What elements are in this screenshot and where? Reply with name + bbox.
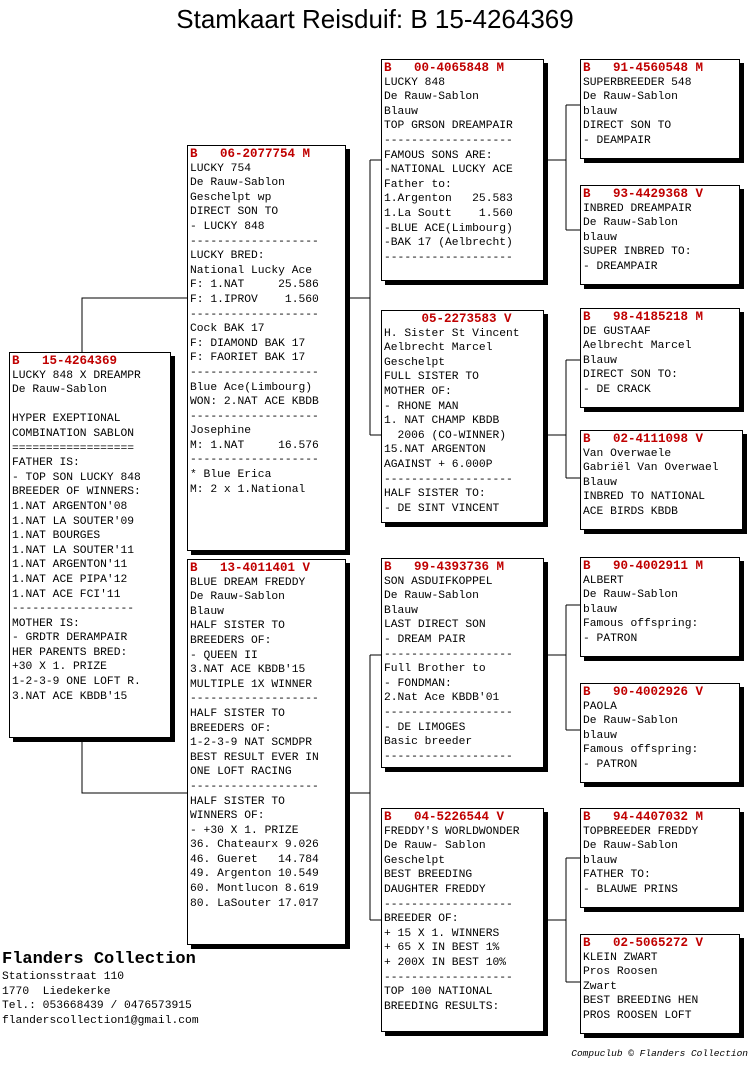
ring-number: B 15-4264369 [12,354,118,368]
card-line: HYPER EXEPTIONAL [12,413,121,426]
card-line: - DE CRACK [583,383,651,396]
card-line: Blauw [583,354,617,367]
card-line: H. Sister St Vincent [384,327,520,340]
card-line: ------------------- [384,898,513,911]
card-line: Aelbrecht Marcel [583,340,692,353]
card-line: 1.Argenton 25.583 [384,193,513,206]
ring-number: B 02-5065272 V [583,936,704,950]
card-line: TOP GRSON DREAMPAIR [384,120,513,133]
card-line: COMBINATION SABLON [12,427,135,440]
card-line: ALBERT [583,574,624,587]
card-line: De Rauw-Sablon [12,384,107,397]
card-line: BEST BREEDING [384,869,473,882]
card-line: 36. Chateaurx 9.026 [190,839,319,852]
card-line: Zwart [583,980,617,993]
card-line: De Rauw-Sablon [583,589,678,602]
card-line: - DE SINT VINCENT [384,502,500,515]
card-line: ------------------- [384,251,513,264]
card-line: Famous offspring: [583,618,699,631]
card-line: De Rauw-Sablon [384,91,479,104]
card-line [12,398,168,413]
card-line: blauw [583,603,617,616]
ring-number: 05-2273583 V [384,312,512,326]
card-line: - GRDTR DERAMPAIR [12,632,128,645]
card-line: HALF SISTER TO [190,707,285,720]
card-line: -BAK 17 (Aelbrecht) [384,237,513,250]
card-line: LUCKY 848 [384,76,446,89]
card-line: F: FAORIET BAK 17 [190,352,306,365]
pigeon-card-dam-sire-dam [580,683,740,783]
card-line: TOPBREEDER FREDDY [583,825,699,838]
card-line: - FONDMAN: [384,677,452,690]
card-line: BEST RESULT EVER IN [190,751,319,764]
card-line: MOTHER IS: [12,617,80,630]
card-line: 49. Argenton 10.549 [190,868,319,881]
ring-number: B 90-4002911 M [583,559,704,573]
card-line: 1-2-3-9 NAT SCMDPR [190,737,313,750]
card-line: BREEDER OF WINNERS: [12,486,141,499]
card-line: DIRECT SON TO [583,120,672,133]
card-line: HALF SISTER TO: [384,488,486,501]
card-line: Blauw [384,604,418,617]
card-line: 2.Nat Ace KBDB'01 [384,692,500,705]
card-line: + 200X IN BEST 10% [384,956,507,969]
card-line: DIRECT SON TO: [583,369,678,382]
ring-number: B 06-2077754 M [190,147,311,161]
ring-number: B 90-4002926 V [583,685,704,699]
card-line: BREEDER OF: [384,913,459,926]
card-line: -BLUE ACE(Limbourg) [384,222,513,235]
pigeon-card-sire [187,145,346,551]
card-line: - QUEEN II [190,649,258,662]
brand-email: flanderscollection1@gmail.com [2,1014,199,1027]
card-line: ------------------- [190,780,319,793]
card-line: SON ASDUIFKOPPEL [384,575,493,588]
card-line: TOP 100 NATIONAL [384,986,493,999]
card-line: LAST DIRECT SON [384,619,486,632]
card-line: Aelbrecht Marcel [384,342,493,355]
card-line: BLUE DREAM FREDDY [190,576,306,589]
card-line: LUCKY BRED: [190,250,265,263]
card-line: Blue Ace(Limbourg) [190,381,313,394]
card-line: FAMOUS SONS ARE: [384,149,493,162]
card-line: - DEAMPAIR [583,134,651,147]
ring-number: B 04-5226544 V [384,810,505,824]
card-line: HALF SISTER TO [190,620,285,633]
card-line: - LUCKY 848 [190,220,265,233]
card-line: INBRED DREAMPAIR [583,202,692,215]
brand-address-street: Stationsstraat 110 [2,971,125,983]
card-line: ------------------- [190,410,319,423]
card-line: ------------------- [190,366,319,379]
card-line: Geschelpt wp [190,191,272,204]
card-line: Blauw [384,105,418,118]
card-line: De Rauw-Sablon [384,590,479,603]
card-line: - DE LIMOGES [384,721,466,734]
brand-name: Flanders Collection [2,950,196,969]
card-line: - DREAM PAIR [384,633,466,646]
card-line: blauw [583,231,617,244]
card-line: 1. NAT CHAMP KBDB [384,415,500,428]
card-line: blauw [583,854,617,867]
card-line: ------------------- [190,235,319,248]
card-line: MOTHER OF: [384,385,452,398]
card-line: * Blue Erica [190,469,272,482]
card-line: + 65 X IN BEST 1% [384,942,500,955]
pigeon-card-sire-sire [381,59,544,281]
card-line: blauw [583,105,617,118]
card-line: MULTIPLE 1X WINNER [190,678,313,691]
card-line: BREEDING RESULTS: [384,1000,500,1013]
card-line: ------------------- [190,308,319,321]
card-line: 60. Montlucon 8.619 [190,883,319,896]
ring-number: B 99-4393736 M [384,560,505,574]
card-line: 1.NAT ARGENTON'11 [12,559,128,572]
card-line: FATHER TO: [583,869,651,882]
pigeon-card-sire-dam-sire [580,308,740,408]
card-line: M: 1.NAT 16.576 [190,439,319,452]
ring-number: B 93-4429368 V [583,187,704,201]
card-line: + 15 X 1. WINNERS [384,927,500,940]
card-line: Full Brother to [384,663,486,676]
card-line: F: DIAMOND BAK 17 [190,337,306,350]
card-line: FATHER IS: [12,457,80,470]
pigeon-card-dam-dam-sire [580,808,740,908]
card-line: - RHONE MAN [384,400,459,413]
card-line: HER PARENTS BRED: [12,646,128,659]
card-line: WON: 2.NAT ACE KBDB [190,396,319,409]
card-line: ------------------- [190,693,319,706]
card-line: Blauw [583,476,617,489]
card-line: ------------------- [384,648,513,661]
card-line: Gabriël Van Overwael [583,462,719,475]
card-line: blauw [583,729,617,742]
card-line: De Rauw-Sablon [583,715,678,728]
card-line: ------------------- [190,454,319,467]
card-line: ------------------ [12,603,135,616]
card-line: Geschelpt [384,356,446,369]
pigeon-card-dam-sire-sire [580,557,740,657]
card-line: 1.NAT ACE FCI'11 [12,588,121,601]
card-line: LUCKY 754 [190,162,252,175]
card-line: Pros Roosen [583,966,658,979]
card-line: Josephine [190,425,252,438]
card-line: 1.NAT ACE PIPA'12 [12,573,128,586]
ring-number: B 00-4065848 M [384,61,505,75]
card-line: - TOP SON LUCKY 848 [12,471,141,484]
ring-number: B 91-4560548 M [583,61,704,75]
card-line: ONE LOFT RACING [190,766,292,779]
pigeon-card-dam-dam [381,808,544,1032]
card-line: ------------------- [384,134,513,147]
card-line: Blauw [190,605,224,618]
card-line: LUCKY 848 X DREAMPR [12,369,141,382]
ring-number: B 02-4111098 V [583,432,704,446]
pigeon-card-dam [187,559,346,945]
card-line: BREEDERS OF: [190,634,272,647]
card-line: De Rauw-Sablon [583,91,678,104]
card-line: DE GUSTAAF [583,325,651,338]
ring-number: B 94-4407032 M [583,810,704,824]
card-line: Geschelpt [384,854,446,867]
card-line: De Rauw-Sablon [190,591,285,604]
ring-number: B 13-4011401 V [190,561,311,575]
card-line: - DREAMPAIR [583,260,658,273]
card-line: FREDDY'S WORLDWONDER [384,825,520,838]
card-line: BEST BREEDING HEN [583,995,699,1008]
card-line: 80. LaSouter 17.017 [190,897,319,910]
card-line: Cock BAK 17 [190,323,265,336]
pigeon-card-subject [9,352,171,738]
pigeon-card-sire-sire-dam [580,185,740,285]
card-line: - BLAUWE PRINS [583,883,678,896]
card-line: FULL SISTER TO [384,371,479,384]
card-line: SUPERBREEDER 548 [583,76,692,89]
card-line: - PATRON [583,632,638,645]
card-line: Van Overwaele [583,447,672,460]
card-line: 46. Gueret 14.784 [190,853,319,866]
card-line: M: 2 x 1.National [190,483,306,496]
card-line: 1.NAT BOURGES [12,530,101,543]
card-line: De Rauw-Sablon [583,217,678,230]
card-line: F: 1.IPROV 1.560 [190,293,319,306]
card-line: Basic breeder [384,736,473,749]
card-line: DIRECT SON TO [190,206,279,219]
card-line: AGAINST + 6.000P [384,458,493,471]
card-line: HALF SISTER TO [190,795,285,808]
card-line: BREEDERS OF: [190,722,272,735]
card-line: ------------------- [384,706,513,719]
card-line: 1.La Soutt 1.560 [384,207,513,220]
card-line: ACE BIRDS KBDB [583,505,678,518]
card-line: ------------------- [384,750,513,763]
card-line: ------------------- [384,971,513,984]
card-line: PROS ROOSEN LOFT [583,1009,692,1022]
card-line: -NATIONAL LUCKY ACE [384,164,513,177]
pigeon-card-sire-dam [381,310,544,523]
card-line: - PATRON [583,758,638,771]
card-line: ------------------- [384,473,513,486]
brand-phone: Tel.: 053668439 / 0476573915 [2,1000,192,1013]
breeder-contact-block [2,950,199,1028]
card-line: SUPER INBRED TO: [583,246,692,259]
page-title: Stamkaart Reisduif: B 15-4264369 [176,4,574,34]
card-line: DAUGHTER FREDDY [384,883,486,896]
card-line: KLEIN ZWART [583,951,658,964]
card-line: +30 X 1. PRIZE [12,661,107,674]
pigeon-card-sire-dam-dam [580,430,743,530]
card-line: 2006 (CO-WINNER) [384,429,507,442]
card-line: 1-2-3-9 ONE LOFT R. [12,676,141,689]
pigeon-card-dam-dam-dam [580,934,740,1034]
card-line: PAOLA [583,700,617,713]
pigeon-card-dam-sire [381,558,544,768]
ring-number: B 98-4185218 M [583,310,704,324]
card-line: De Rauw-Sablon [583,840,678,853]
card-line: National Lucky Ace [190,264,313,277]
card-line: Father to: [384,178,452,191]
card-line: ================== [12,442,135,455]
card-line: 1.NAT ARGENTON'08 [12,500,128,513]
card-line: Famous offspring: [583,744,699,757]
software-credit: Compuclub © Flanders Collection [571,1048,748,1059]
card-line: 3.NAT ACE KBDB'15 [190,664,306,677]
card-line: 1.NAT LA SOUTER'11 [12,544,135,557]
card-line: F: 1.NAT 25.586 [190,279,319,292]
card-line: 3.NAT ACE KBDB'15 [12,690,128,703]
card-line: 15.NAT ARGENTON [384,444,486,457]
card-line: 1.NAT LA SOUTER'09 [12,515,135,528]
card-line: WINNERS OF: [190,810,265,823]
card-line: - +30 X 1. PRIZE [190,824,299,837]
card-line: INBRED TO NATIONAL [583,491,706,504]
card-line: De Rauw-Sablon [190,177,285,190]
pigeon-card-sire-sire-sire [580,59,740,159]
card-line: De Rauw- Sablon [384,840,486,853]
brand-address-city: 1770 Liedekerke [2,985,111,998]
